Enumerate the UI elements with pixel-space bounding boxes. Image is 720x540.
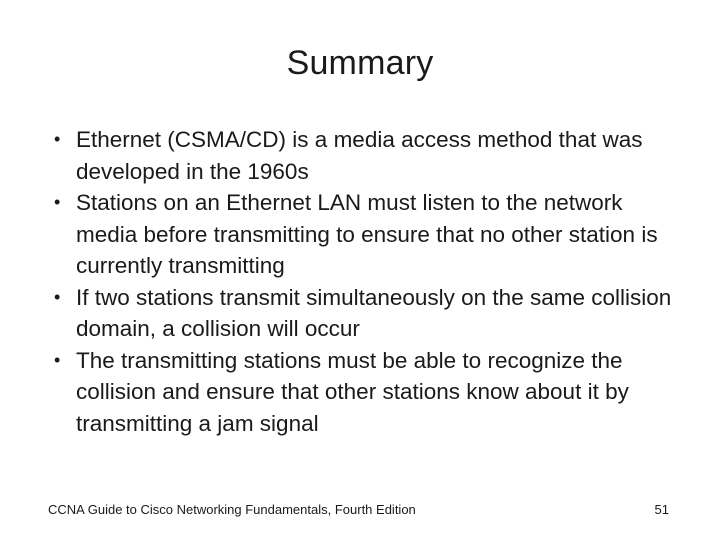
bullet-marker: • xyxy=(54,349,61,370)
bullet-list xyxy=(50,124,690,439)
bullet-text: The transmitting stations must be able to recognize the collision and ensure that other stations know about it by transmitting a jam signal xyxy=(76,347,629,436)
bullet-item xyxy=(50,282,690,345)
footer-source: CCNA Guide to Cisco Networking Fundamentals, Fourth Edition xyxy=(48,502,416,517)
bullet-text: Ethernet (CSMA/CD) is a media access method that was developed in the 1960s xyxy=(76,127,643,184)
page-number: 51 xyxy=(654,502,669,517)
bullet-marker: • xyxy=(54,129,61,149)
bullet-text: Stations on an Ethernet LAN must listen to the network media before transmitting to ensure that no other station is currently transmitting xyxy=(76,190,658,278)
slide-title: Summary xyxy=(286,44,434,82)
bullet-marker: • xyxy=(54,286,61,307)
bullet-marker: • xyxy=(54,192,61,212)
bullet-item xyxy=(50,187,690,282)
bullet-item xyxy=(50,124,690,187)
bullet-text: If two stations transmit simultaneously on the same collision domain, a collision will occur xyxy=(76,284,672,341)
bullet-item xyxy=(50,345,690,440)
